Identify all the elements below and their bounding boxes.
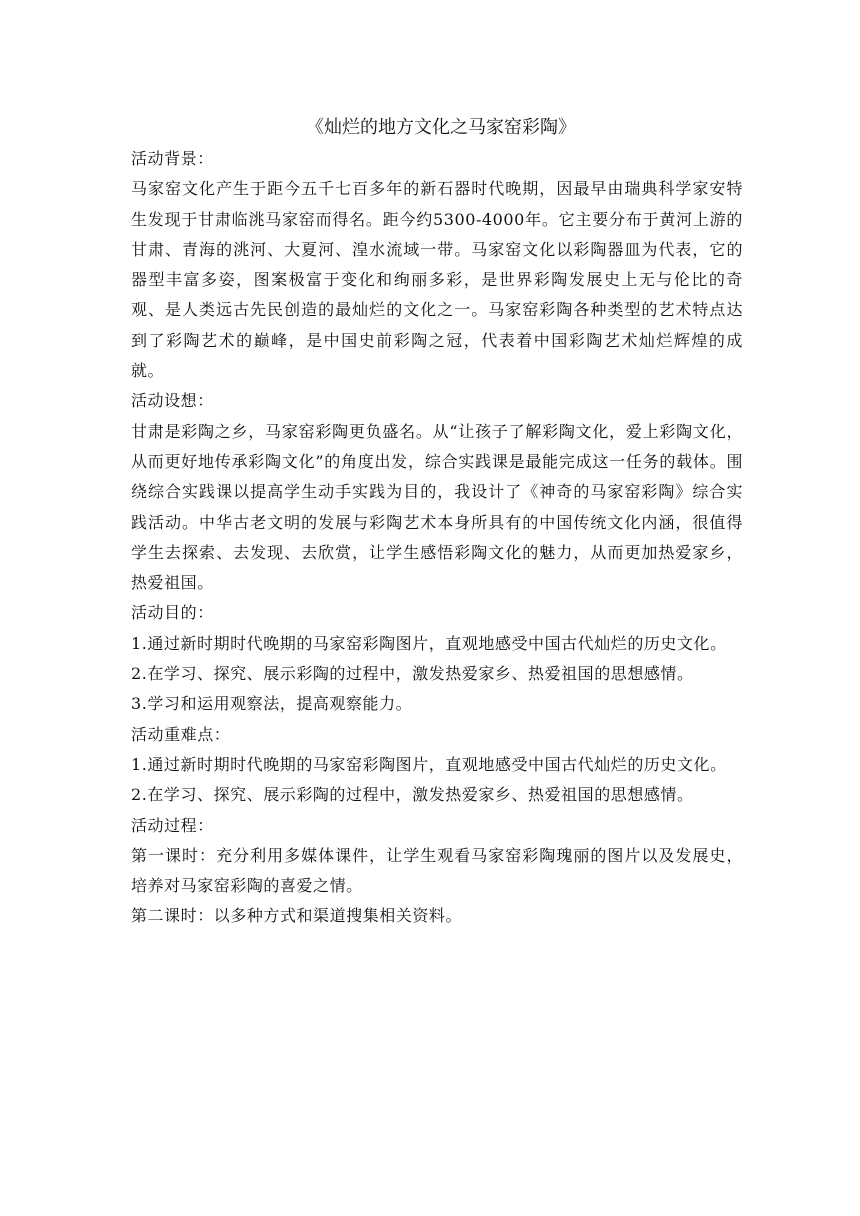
goal-item: 2.在学习、探究、展示彩陶的过程中，激发热爱家乡、热爱祖国的思想感情。	[131, 664, 694, 684]
background-paragraph: 马家窑文化产生于距今五千七百多年的新石器时代晚期，因最早由瑞典科学家安特生发现于甘肃临洮马家窑而得名。距今约5300-4000年。它主要分布于黄河上游的甘肃、青海的洮河、大夏河、湟水流域一带。马家窑文化以彩陶器皿为代表，它的器型丰富多姿，图案极富于变化和绚丽多彩，是世界彩陶发展史上无与伦比的奇观、是人类远古先民创造的最灿烂的文化之一。马家窑彩陶各种类型的艺术特点达到了彩陶艺术的巅峰，是中国史前彩陶之冠，代表着中国彩陶艺术灿烂辉煌的成就。	[131, 179, 743, 381]
key-heading: 活动重难点：	[131, 724, 231, 744]
process-item: 第二课时：以多种方式和渠道搜集相关资料。	[131, 906, 463, 926]
document-title: 《灿烂的地方文化之马家窑彩陶》	[306, 117, 576, 138]
process-item: 第一课时：充分利用多媒体课件，让学生观看马家窑彩陶瑰丽的图片以及发展史，培养对马家窑彩陶的喜爱之情。	[131, 845, 743, 896]
key-item: 1.通过新时期时代晚期的马家窑彩陶图片，直观地感受中国古代灿烂的历史文化。	[131, 754, 727, 774]
idea-paragraph: 甘肃是彩陶之乡，马家窑彩陶更负盛名。从“让孩子了解彩陶文化，爱上彩陶文化，从而更好地传承彩陶文化”的角度出发，综合实践课是最能完成这一任务的载体。围绕综合实践课以提高学生动手实践为目的，我设计了《神奇的马家窑彩陶》综合实践活动。中华古老文明的发展与彩陶艺术本身所具有的中国传统文化内涵，很值得学生去探索、去发现、去欣赏，让学生感悟彩陶文化的魅力，从而更加热爱家乡，热爱祖国。	[131, 421, 743, 593]
background-heading: 活动背景：	[131, 149, 214, 168]
goal-item: 3.学习和运用观察法，提高观察能力。	[131, 694, 413, 714]
key-item: 2.在学习、探究、展示彩陶的过程中，激发热爱家乡、热爱祖国的思想感情。	[131, 785, 694, 805]
idea-heading: 活动设想：	[131, 391, 214, 411]
process-heading: 活动过程：	[131, 815, 214, 835]
goal-item: 1.通过新时期时代晚期的马家窑彩陶图片，直观地感受中国古代灿烂的历史文化。	[131, 633, 727, 653]
goal-heading: 活动目的：	[131, 603, 214, 623]
